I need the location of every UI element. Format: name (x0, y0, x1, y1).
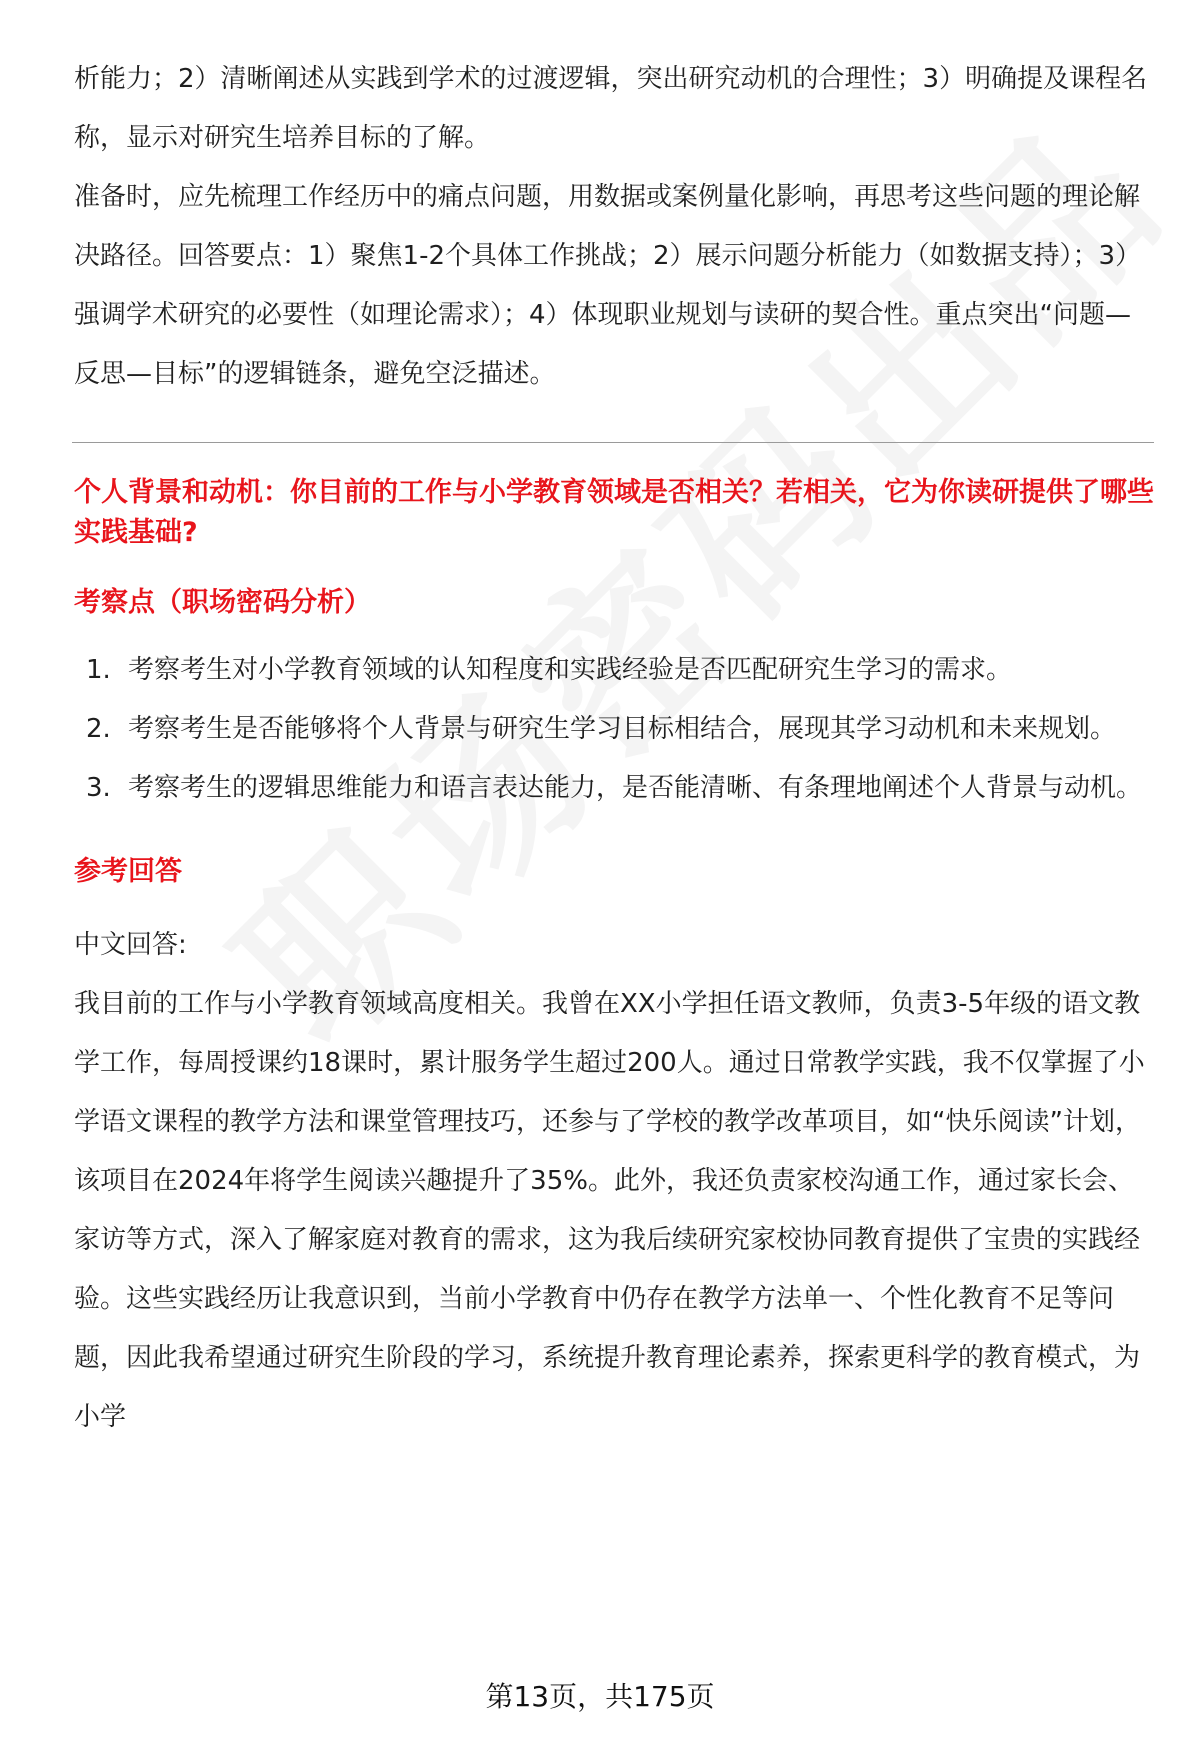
exam-points-list (74, 641, 1154, 818)
list-text: 考察考生对小学教育领域的认知程度和实践经验是否匹配研究生学习的需求。 (128, 655, 1013, 685)
answer-body: 我目前的工作与小学教育领域高度相关。我曾在XX小学担任语文教师，负责3-5年级的语文教学工作，每周授课约18课时，累计服务学生超过200人。通过日常教学实践，我不仅掌握了小学语文课程的教学方法和课堂管理技巧，还参与了学校的教学改革项目，如“快乐阅读”计划，该项目在2024年将学生阅读兴趣提升了35%。此外，我还负责家校沟通工作，通过家长会、家访等方式，深入了解家庭对教育的需求，这为我后续研究家校协同教育提供了宝贵的实践经验。这些实践经历让我意识到，当前小学教育中仍存在教学方法单一、个性化教育不足等问题，因此我希望通过研究生阶段的学习，系统提升教育理论素养，探索更科学的教育模式，为小学 (74, 989, 1145, 1432)
list-number: 1. (86, 655, 111, 685)
exam-points-heading: 考察点（职场密码分析） (74, 587, 371, 618)
intro-paragraph-1: 析能力；2）清晰阐述从实践到学术的过渡逻辑，突出研究动机的合理性；3）明确提及课程名称，显示对研究生培养目标的了解。 (74, 64, 1148, 153)
page-number: 第13页，共175页 (485, 1680, 715, 1713)
section-divider (72, 442, 1154, 443)
question-title: 个人背景和动机：你目前的工作与小学教育领域是否相关？若相关，它为你读研提供了哪些实践基础? (74, 477, 1154, 548)
list-text: 考察考生的逻辑思维能力和语言表达能力，是否能清晰、有条理地阐述个人背景与动机。 (128, 773, 1143, 803)
list-item (74, 641, 1154, 700)
list-item (74, 759, 1154, 818)
list-text: 考察考生是否能够将个人背景与研究生学习目标相结合，展现其学习动机和未来规划。 (128, 714, 1117, 744)
answer-label: 中文回答: (74, 930, 187, 960)
document-page (74, 50, 1154, 1447)
reference-heading: 参考回答 (74, 856, 182, 887)
list-item (74, 700, 1154, 759)
intro-paragraph-2: 准备时，应先梳理工作经历中的痛点问题，用数据或案例量化影响，再思考这些问题的理论解决路径。回答要点：1）聚焦1-2个具体工作挑战；2）展示问题分析能力（如数据支持）；3）强调学术研究的必要性（如理论需求）；4）体现职业规划与读研的契合性。重点突出“问题—反思—目标”的逻辑链条，避免空泛描述。 (74, 182, 1142, 389)
list-number: 2. (86, 714, 111, 744)
list-number: 3. (86, 773, 111, 803)
